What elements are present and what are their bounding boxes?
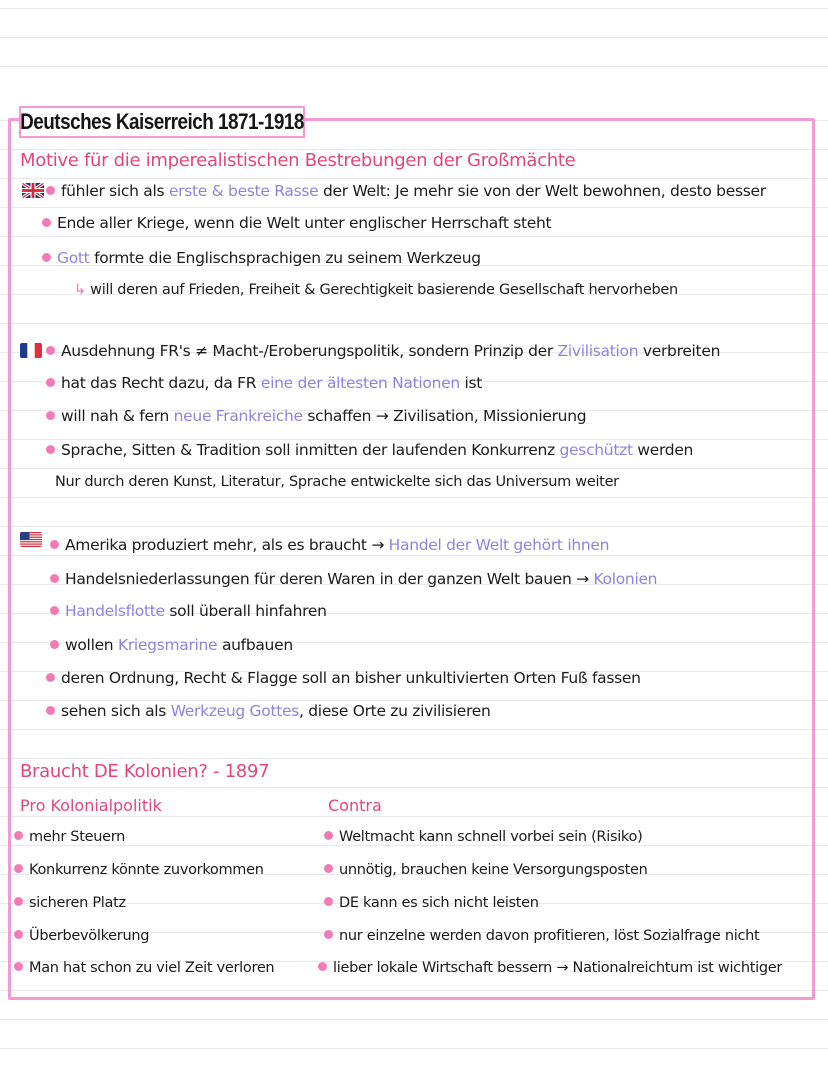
bullet-icon [46, 706, 55, 715]
text: will nah & fern [61, 407, 174, 425]
bullet-icon [324, 864, 333, 873]
bullet-icon [46, 186, 55, 195]
bullet-icon [50, 540, 59, 549]
contra-item [324, 862, 648, 878]
uk-line-3 [42, 249, 481, 267]
section1-heading: Motive für die imperealistischen Bestrebungen der Großmächte [20, 150, 576, 171]
bullet-icon [14, 831, 23, 840]
bullet-icon [14, 864, 23, 873]
pro-item [14, 862, 264, 878]
bullet-icon [324, 930, 333, 939]
text: will deren auf Frieden, Freiheit & Gerechtigkeit basierende Gesellschaft hervorheben [90, 282, 678, 298]
us-line-6 [46, 702, 491, 720]
text: der Welt: Je mehr sie von der Welt bewohnen, desto besser [318, 182, 766, 200]
us-line-1 [50, 536, 609, 554]
return-arrow-icon: ↳ [74, 282, 86, 298]
us-line-3 [50, 602, 327, 620]
text: Ausdehnung FR's ≠ Macht-/Eroberungspolitik, sondern Prinzip der [61, 342, 558, 360]
bullet-icon [14, 962, 23, 971]
highlight-text: erste & beste Rasse [168, 182, 319, 200]
fr-line-5: Nur durch deren Kunst, Literatur, Sprache entwickelte sich das Universum weiter [55, 474, 619, 490]
highlight-text: Kolonien [593, 570, 658, 588]
contra-item [318, 960, 782, 976]
pro-item [14, 928, 149, 944]
bullet-icon [42, 218, 51, 227]
text: Man hat schon zu viel Zeit verloren [29, 960, 275, 976]
title-box [19, 106, 305, 138]
uk-line-4 [74, 282, 678, 298]
text: sicheren Platz [29, 895, 126, 911]
bullet-icon [46, 411, 55, 420]
text: schaffen → Zivilisation, Missionierung [302, 407, 587, 425]
section2-heading: Braucht DE Kolonien? - 1897 [20, 761, 270, 782]
highlight-text: Zivilisation [557, 342, 639, 360]
text: sehen sich als [61, 702, 171, 720]
text: ist [459, 374, 483, 392]
text: Konkurrenz könnte zuvorkommen [29, 862, 264, 878]
contra-item [324, 895, 539, 911]
bullet-icon [46, 673, 55, 682]
bullet-icon [42, 253, 51, 262]
text: soll überall hinfahren [164, 602, 327, 620]
usa-flag-icon [20, 532, 42, 547]
text: Handelsniederlassungen für deren Waren in der ganzen Welt bauen → [65, 570, 594, 588]
fr-line-1 [46, 342, 720, 360]
bullet-icon [50, 574, 59, 583]
pro-heading: Pro Kolonialpolitik [20, 796, 162, 815]
text: deren Ordnung, Recht & Flagge soll an bisher unkultivierten Orten Fuß fassen [61, 669, 641, 687]
bullet-icon [46, 445, 55, 454]
us-line-5 [46, 669, 641, 687]
france-flag-icon [20, 343, 42, 358]
bullet-icon [14, 897, 23, 906]
text: Überbevölkerung [29, 928, 150, 944]
bullet-icon [14, 930, 23, 939]
text: Amerika produziert mehr, als es braucht → [65, 536, 389, 554]
text: fühler sich als [61, 182, 169, 200]
fr-line-4 [46, 441, 693, 459]
bullet-icon [46, 346, 55, 355]
bullet-icon [324, 897, 333, 906]
bullet-icon [46, 378, 55, 387]
contra-item [324, 928, 759, 944]
bullet-icon [50, 606, 59, 615]
text: Sprache, Sitten & Tradition soll inmitten der laufenden Konkurrenz [61, 441, 560, 459]
text: formte die Englischsprachigen zu seinem Werkzeug [89, 249, 481, 267]
highlight-text: Handel der Welt gehört ihnen [388, 536, 610, 554]
highlight-text: Handelsflotte [65, 602, 165, 620]
text: werden [632, 441, 694, 459]
us-line-2 [50, 570, 657, 588]
contra-item [324, 829, 642, 845]
text: Ende aller Kriege, wenn die Welt unter englischer Herrschaft steht [57, 214, 552, 232]
pro-item [14, 829, 125, 845]
text: unnötig, brauchen keine Versorgungsposten [339, 862, 648, 878]
highlight-text: eine der ältesten Nationen [260, 374, 460, 392]
text: wollen [65, 636, 118, 654]
highlight-text: neue Frankreiche [173, 407, 303, 425]
fr-line-3 [46, 407, 586, 425]
highlight-text: Gott [57, 249, 90, 267]
uk-line-2 [42, 214, 551, 232]
bullet-icon [324, 831, 333, 840]
fr-line-2 [46, 374, 482, 392]
text: verbreiten [638, 342, 721, 360]
pro-item [14, 960, 274, 976]
text: mehr Steuern [29, 829, 126, 845]
bullet-icon [318, 962, 327, 971]
text: aufbauen [217, 636, 293, 654]
uk-line-1 [46, 182, 766, 200]
bullet-icon [50, 640, 59, 649]
highlight-text: Kriegsmarine [117, 636, 218, 654]
text: nur einzelne werden davon profitieren, löst Sozialfrage nicht [339, 928, 760, 944]
text: , diese Orte zu zivilisieren [299, 702, 491, 720]
uk-flag-icon [22, 183, 44, 198]
text: DE kann es sich nicht leisten [339, 895, 539, 911]
pro-item [14, 895, 126, 911]
contra-heading: Contra [328, 796, 382, 815]
us-line-4 [50, 636, 293, 654]
highlight-text: Werkzeug Gottes [170, 702, 300, 720]
text: Weltmacht kann schnell vorbei sein (Risiko) [339, 829, 643, 845]
highlight-text: geschützt [559, 441, 633, 459]
text: hat das Recht dazu, da FR [61, 374, 261, 392]
page-title: Deutsches Kaiserreich 1871-1918 [20, 109, 304, 134]
text: lieber lokale Wirtschaft bessern → Nationalreichtum ist wichtiger [333, 960, 783, 976]
